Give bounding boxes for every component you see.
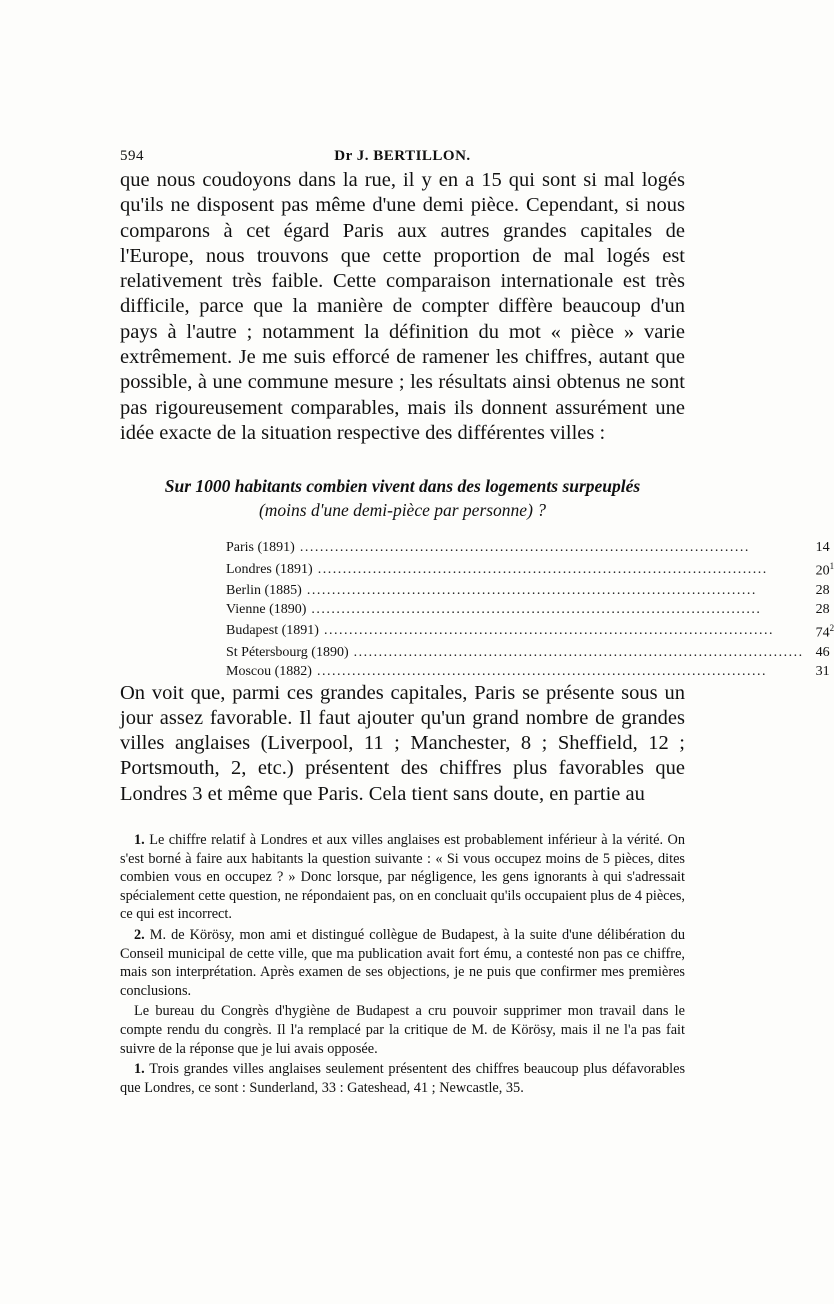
footnotes <box>120 831 685 1097</box>
city-label: Paris (1891) ..... <box>226 538 804 557</box>
footnote-text: Le chiffre relatif à Londres et aux villes anglaises est probablement inférieur à la vérité. On s'est borné à faire aux habitants la question suivante : « Si vous occupez moins de 5 pièces, dites combien vous en occupez ? » Donc lorsque, par négligence, les gens ignorants à qui s'adressait spécialement cette question, ne répondaient pas, on en concluait qu'ils occupaient plus de 4 pièces, ce qui est incorrect. <box>120 832 685 923</box>
footnote-number: 1. <box>134 832 145 849</box>
footnote-number: 2. <box>134 927 145 944</box>
table-row <box>226 662 834 681</box>
footnote-text: M. de Körösy, mon ami et distingué collègue de Budapest, à la suite d'une délibération du Conseil municipal de cette ville, que ma publication avait fort ému, a contesté non pas ce chiffre, mais son interprétation. Après examen de ses objections, je ne puis que confirmer mes premières conclusions. <box>120 927 686 999</box>
row-value: 46 <box>815 644 830 660</box>
table-title-line1: Sur 1000 habitants combien vivent dans des logements surpeuplés <box>164 476 641 497</box>
intro-paragraph: que nous coudoyons dans la rue, il y en a 15 qui sont si mal logés qu'ils ne disposent pas même d'une demi pièce. Cependant, si nous comparons à cet égard Paris aux autres grandes capitales de l'Europe, nous trouvons que cette proportion de mal logés est relativement très faible. Cette comparaison internationale est très difficile, parce que la manière de compter diffère beaucoup d'un pays à l'autre ; notamment la définition du mot « pièce » varie extrêmement. Je me suis efforcé de ramener les chiffres, autant que possible, à une commune mesure ; les résultats ainsi obtenus ne sont pas rigoureusement comparables, mais ils donnent assurément une idée exacte de la situation respective des différentes villes : <box>120 169 685 444</box>
housing-table <box>226 538 834 680</box>
row-value: 31 <box>815 663 830 679</box>
footnote-text: Trois grandes villes anglaises seulement présentent des chiffres beaucoup plus défavorables que Londres, ce sont : Sunderland, 33 : Gateshead, 41 ; Newcastle, 35. <box>120 1061 686 1096</box>
running-title: Dr J. BERTILLON. <box>334 148 471 164</box>
footnote <box>120 926 685 1000</box>
table-row <box>226 538 834 557</box>
city-label: Moscou (1882) ..... <box>226 662 804 681</box>
row-value: 74 <box>815 625 830 641</box>
table-title <box>120 474 685 522</box>
row-value: 20 <box>815 563 830 579</box>
row-value: 28 <box>815 582 830 598</box>
footnote <box>120 1002 685 1058</box>
table-row <box>226 643 834 662</box>
book-page <box>120 142 834 1099</box>
city-label: Berlin (1885) ..... <box>226 581 804 600</box>
city-label: St Pétersbourg (1890) ..... <box>226 643 804 662</box>
row-value: 14 <box>815 540 830 556</box>
table-title-line2: (moins d'une demi-pièce par personne) ? <box>258 500 547 521</box>
page-number: 594 <box>120 148 144 164</box>
footnote <box>120 831 685 924</box>
footnote-marker: 2 <box>829 622 834 633</box>
page-header <box>120 142 685 168</box>
table-row <box>226 557 834 581</box>
city-label: Budapest (1891) ..... <box>226 621 804 640</box>
footnote-marker: 1 <box>829 561 834 572</box>
footnote-text: Le bureau du Congrès d'hygiène de Budapest a cru pouvoir supprimer mon travail dans le compte rendu du congrès. Il l'a remplacé par la critique de M. de Körösy, mais il ne l'a pas fait suivre de la réponse que je lui avais opposée. <box>120 1003 685 1057</box>
row-value: 28 <box>815 601 830 617</box>
footnote-number: 1. <box>134 1061 145 1078</box>
city-label: Vienne (1890) ..... <box>226 600 804 619</box>
footnote <box>120 1060 685 1097</box>
city-label: Londres (1891) ..... <box>226 560 804 579</box>
after-paragraph: On voit que, parmi ces grandes capitales, Paris se présente sous un jour assez favorable. Il faut ajouter qu'un grand nombre de grandes villes anglaises (Liverpool, 11 ; Manchester, 8 ; Sheffield, 12 ; Portsmouth, 2, etc.) présentent des chiffres plus favorables que Londres 3 et même que Paris. Cela tient sans doute, en partie au <box>120 681 685 805</box>
table-row <box>226 581 834 600</box>
table-row <box>226 619 834 643</box>
table-row <box>226 600 834 619</box>
